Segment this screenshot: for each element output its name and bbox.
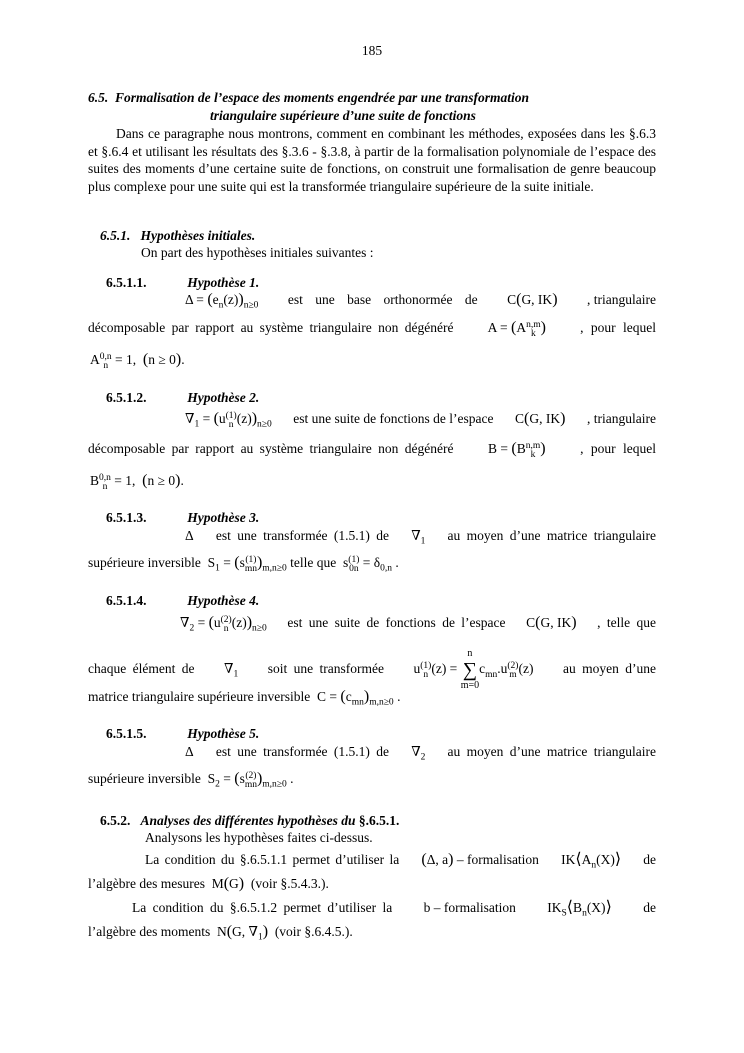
subsection-651-intro: On part des hypothèses initiales suivantes : xyxy=(141,245,374,260)
hyp5-formula-S2: $S_2 = (s(2)$ $mn)_{m,n\ge 0}$ . xyxy=(204,770,294,790)
hyp5-text1: est une transformée (1.5.1) de xyxy=(215,744,390,759)
s652-line2-formalisation-label: – formalisation xyxy=(456,852,539,867)
hyp3-text4: telle que xyxy=(290,555,337,570)
hyp4-text2: , telle que xyxy=(597,615,656,630)
section-title-line2: triangulaire supérieure d’une suite de fonctions xyxy=(210,108,476,123)
subsection-652-heading xyxy=(100,813,399,829)
hyp4-text3: chaque élément de xyxy=(88,661,195,677)
s652-line4 xyxy=(132,897,656,919)
s652-line2-text: La condition du §.6.5.1.1 permet d’utiliser la xyxy=(145,852,400,867)
hyp2-text1: est une suite de fonctions de l’espace xyxy=(293,411,494,426)
hyp2-line1 xyxy=(185,410,656,430)
hyp4-text4: soit une transformée xyxy=(267,661,384,677)
s652-line4-de: de xyxy=(643,900,656,915)
hyp2-formula-nabla: $\nabla_1 = (u(1)$ n $(z))_{n\ge 0}$ xyxy=(185,410,272,430)
hyp4-formula-C: $C = (c_{mn})_{m,n\ge 0}$ . xyxy=(313,688,401,708)
subsection-652-ref: §.6.5.1. xyxy=(358,813,400,828)
section-title-line1: Formalisation de l’espace des moments engendrée par une transformation xyxy=(115,90,530,105)
page-number: 185 xyxy=(361,43,383,58)
hyp3-title: Hypothèse 3. xyxy=(187,510,260,525)
s652-line5-text: l’algèbre des moments xyxy=(88,924,211,939)
hyp2-line2 xyxy=(88,440,656,460)
subsection-651-title: Hypothèses initiales. xyxy=(140,228,256,243)
s652-line3 xyxy=(88,875,329,893)
s652-line3-text: l’algèbre des mesures xyxy=(88,876,205,891)
hyp4-formula-sum: u(1) n (z) = n ∑ $m=0c_{mn}.u(2)$ m (z) xyxy=(413,648,534,691)
s652-formula-NG: N(G, $\nabla_1$) xyxy=(213,923,269,943)
hyp4-formula-space: C(G, IK) xyxy=(526,614,577,631)
s652-line5 xyxy=(88,923,353,943)
section-number: 6.5. xyxy=(88,90,109,105)
hyp5-nabla2: $\nabla_2$ xyxy=(411,744,426,763)
hyp3-line1 xyxy=(185,528,656,547)
s652-line2 xyxy=(145,849,656,871)
s652-line5-ref: (voir §.6.4.5.). xyxy=(274,924,353,939)
hyp1-line2 xyxy=(88,319,656,339)
hyp1-formula-A0: A0,n n = 1, (n ≥ 0). xyxy=(90,351,185,371)
subsection-652-title: Analyses des différentes hypothèses du xyxy=(140,813,356,828)
hyp4-text6: matrice triangulaire supérieure inversible xyxy=(88,689,311,704)
hyp5-line1 xyxy=(185,744,656,763)
hyp1-formula-A: A = (An,m k ) xyxy=(487,319,546,339)
hyp2-formula-space: C(G, IK) xyxy=(515,410,566,427)
hyp1-formula-space: C(G, IK) xyxy=(507,291,558,308)
hyp4-nabla1: $\nabla_1$ xyxy=(224,661,239,680)
hyp4-title: Hypothèse 4. xyxy=(187,593,260,608)
s652-formula-IKS-B: $IK_S⟨B_n(X)⟩$ xyxy=(547,899,612,919)
hyp1-text4: , pour lequel xyxy=(580,320,656,335)
hyp5-text3: supérieure inversible xyxy=(88,771,201,786)
hyp4-line3 xyxy=(88,688,400,708)
hyp4-line2 xyxy=(88,648,656,692)
hyp3-text1: est une transformée (1.5.1) de xyxy=(215,528,390,543)
hyp2-text4: , pour lequel xyxy=(580,441,656,456)
hyp1-formula-delta: $\Delta = (e_n(z))_{n\ge 0}$ xyxy=(185,291,259,311)
hyp5-heading xyxy=(106,726,259,742)
hyp2-number: 6.5.1.2. xyxy=(106,390,147,405)
hyp3-formula-s0n: s(1) $0n = \delta_{0,n}$ . xyxy=(339,555,399,574)
hyp4-number: 6.5.1.4. xyxy=(106,593,147,608)
hyp1-heading xyxy=(106,275,259,291)
section-title xyxy=(88,89,656,107)
hyp2-formula-B0: B0,n n = 1, (n ≥ 0). xyxy=(90,472,184,492)
hyp1-number: 6.5.1.1. xyxy=(106,275,147,290)
s652-line1: Analysons les hypothèses faites ci-dessus. xyxy=(145,830,373,845)
hyp5-delta: Δ xyxy=(185,744,194,759)
hyp1-title: Hypothèse 1. xyxy=(187,275,260,290)
hyp4-heading xyxy=(106,593,259,609)
hyp3-formula-S1: $S_1 = (s(1)$ $mn)_{m,n\ge 0}$ xyxy=(204,554,287,574)
hyp1-text3: décomposable par rapport au système triangulaire non dégénéré xyxy=(88,320,454,335)
hyp5-number: 6.5.1.5. xyxy=(106,726,147,741)
hyp3-delta: Δ xyxy=(185,528,194,543)
subsection-651-number: 6.5.1. xyxy=(100,228,131,243)
s652-line4-formalisation: b – formalisation xyxy=(423,900,516,915)
hyp2-text2: , triangulaire xyxy=(587,411,656,426)
subsection-651-heading xyxy=(100,228,255,244)
hyp3-line2 xyxy=(88,554,399,574)
s652-line3-ref: (voir §.5.4.3.). xyxy=(250,876,329,891)
subsection-652-number: 6.5.2. xyxy=(100,813,131,828)
section-intro: Dans ce paragraphe nous montrons, comment en combinant les méthodes, exposées dans les §.6.3 et §.6.4 et utilisant les résultats des §.3.6 - §.3.8, à partir de la formalisation polynomiale de l’espace des suites des moments d’une certaine suite de fonctions, on construit une formalisation de genre beaucoup plus complexe pour une suite qui est la transformée triangulaire supérieure de la suite initiale. xyxy=(88,126,656,194)
hyp3-number: 6.5.1.3. xyxy=(106,510,147,525)
hyp2-heading xyxy=(106,390,259,406)
hyp1-line1 xyxy=(185,291,656,311)
hyp3-text3: supérieure inversible xyxy=(88,555,201,570)
hyp5-line2 xyxy=(88,770,294,790)
hyp2-text3: décomposable par rapport au système triangulaire non dégénéré xyxy=(88,441,454,456)
hyp4-text1: est une suite de fonctions de l’espace xyxy=(287,615,506,630)
hyp1-text1: est une base orthonormée de xyxy=(287,292,478,307)
hyp4-line1 xyxy=(180,614,656,634)
hyp3-text2: au moyen d’une matrice triangulaire xyxy=(447,528,656,543)
hyp5-title: Hypothèse 5. xyxy=(187,726,260,741)
s652-formula-IK-A: $IK⟨A_n(X)⟩$ xyxy=(561,851,622,871)
hyp1-text2: , triangulaire xyxy=(587,292,656,307)
hyp2-title: Hypothèse 2. xyxy=(187,390,260,405)
hyp5-text2: au moyen d’une matrice triangulaire xyxy=(447,744,656,759)
s652-formula-MG: M(G) xyxy=(208,875,245,892)
hyp4-formula-nabla2: $\nabla_2 = (u(2)$ n $(z))_{n\ge 0}$ xyxy=(180,614,267,634)
s652-line4-text: La condition du §.6.5.1.2 permet d’utiliser la xyxy=(132,900,393,915)
hyp3-nabla1: $\nabla_1$ xyxy=(411,528,426,547)
hyp3-heading xyxy=(106,510,259,526)
s652-line2-de: de xyxy=(643,852,656,867)
s652-line2-formalisation: (Δ, a) – formalisation xyxy=(421,851,539,868)
hyp4-text5: au moyen d’une xyxy=(562,661,656,677)
hyp2-formula-B: B = (Bn,m k ) xyxy=(488,440,546,460)
